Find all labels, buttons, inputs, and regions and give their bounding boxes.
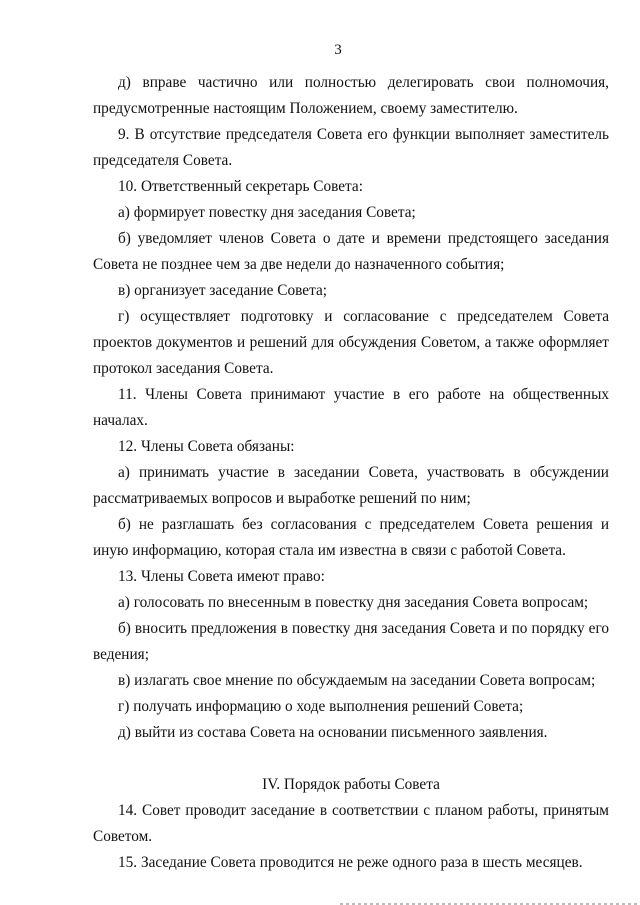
paragraph-10v: в) организует заседание Совета; [118, 282, 327, 299]
paragraph-delegate-powers: д) вправе частично или полностью делегировать свои полномочия, предусмотренные настоящим Положением, своему заместителю. [93, 74, 609, 117]
paragraph-item-12: 12. Члены Совета обязаны: [118, 438, 295, 455]
paragraph-13a: а) голосовать по внесенным в повестку дня заседания Совета вопросам; [118, 594, 589, 611]
paragraph-item-15: 15. Заседание Совета проводится не реже одного раза в шесть месяцев. [118, 854, 583, 871]
document-body [93, 70, 609, 876]
paragraph-13d: д) выйти из состава Совета на основании письменного заявления. [118, 724, 548, 741]
paragraph-item-10: 10. Ответственный секретарь Совета: [118, 178, 363, 195]
paragraph-10a: а) формирует повестку дня заседания Совета; [118, 204, 416, 221]
paragraph-item-13: 13. Члены Совета имеют право: [118, 568, 325, 585]
paragraph-10g: г) осуществляет подготовку и согласование с председателем Совета проектов документов и решений для обсуждения Советом, а также оформляет протокол заседания Совета. [93, 308, 609, 377]
paragraph-13g: г) получать информацию о ходе выполнения решений Совета; [118, 698, 524, 715]
paragraph-13b: б) вносить предложения в повестку дня заседания Совета и по порядку его ведения; [93, 620, 609, 663]
paragraph-10b: б) уведомляет членов Совета о дате и времени предстоящего заседания Совета не позднее чем за две недели до назначенного события; [93, 230, 609, 273]
paragraph-item-11: 11. Члены Совета принимают участие в его работе на общественных началах. [93, 386, 609, 429]
paragraph-12b: б) не разглашать без согласования с председателем Совета решения и иную информацию, которая стала им известна в связи с работой Совета. [93, 516, 609, 559]
paragraph-12a: а) принимать участие в заседании Совета, участвовать в обсуждении рассматриваемых вопросов и выработке решений по ним; [93, 464, 609, 507]
paragraph-13v: в) излагать свое мнение по обсуждаемым на заседании Совета вопросам; [118, 672, 596, 689]
section-heading: IV. Порядок работы Совета [262, 776, 440, 793]
paragraph-item-14: 14. Совет проводит заседание в соответствии с планом работы, принятым Советом. [93, 802, 609, 845]
page-number: 3 [334, 42, 342, 58]
paragraph-item-9: 9. В отсутствие председателя Совета его функции выполняет заместитель председателя Совета. [93, 126, 609, 169]
